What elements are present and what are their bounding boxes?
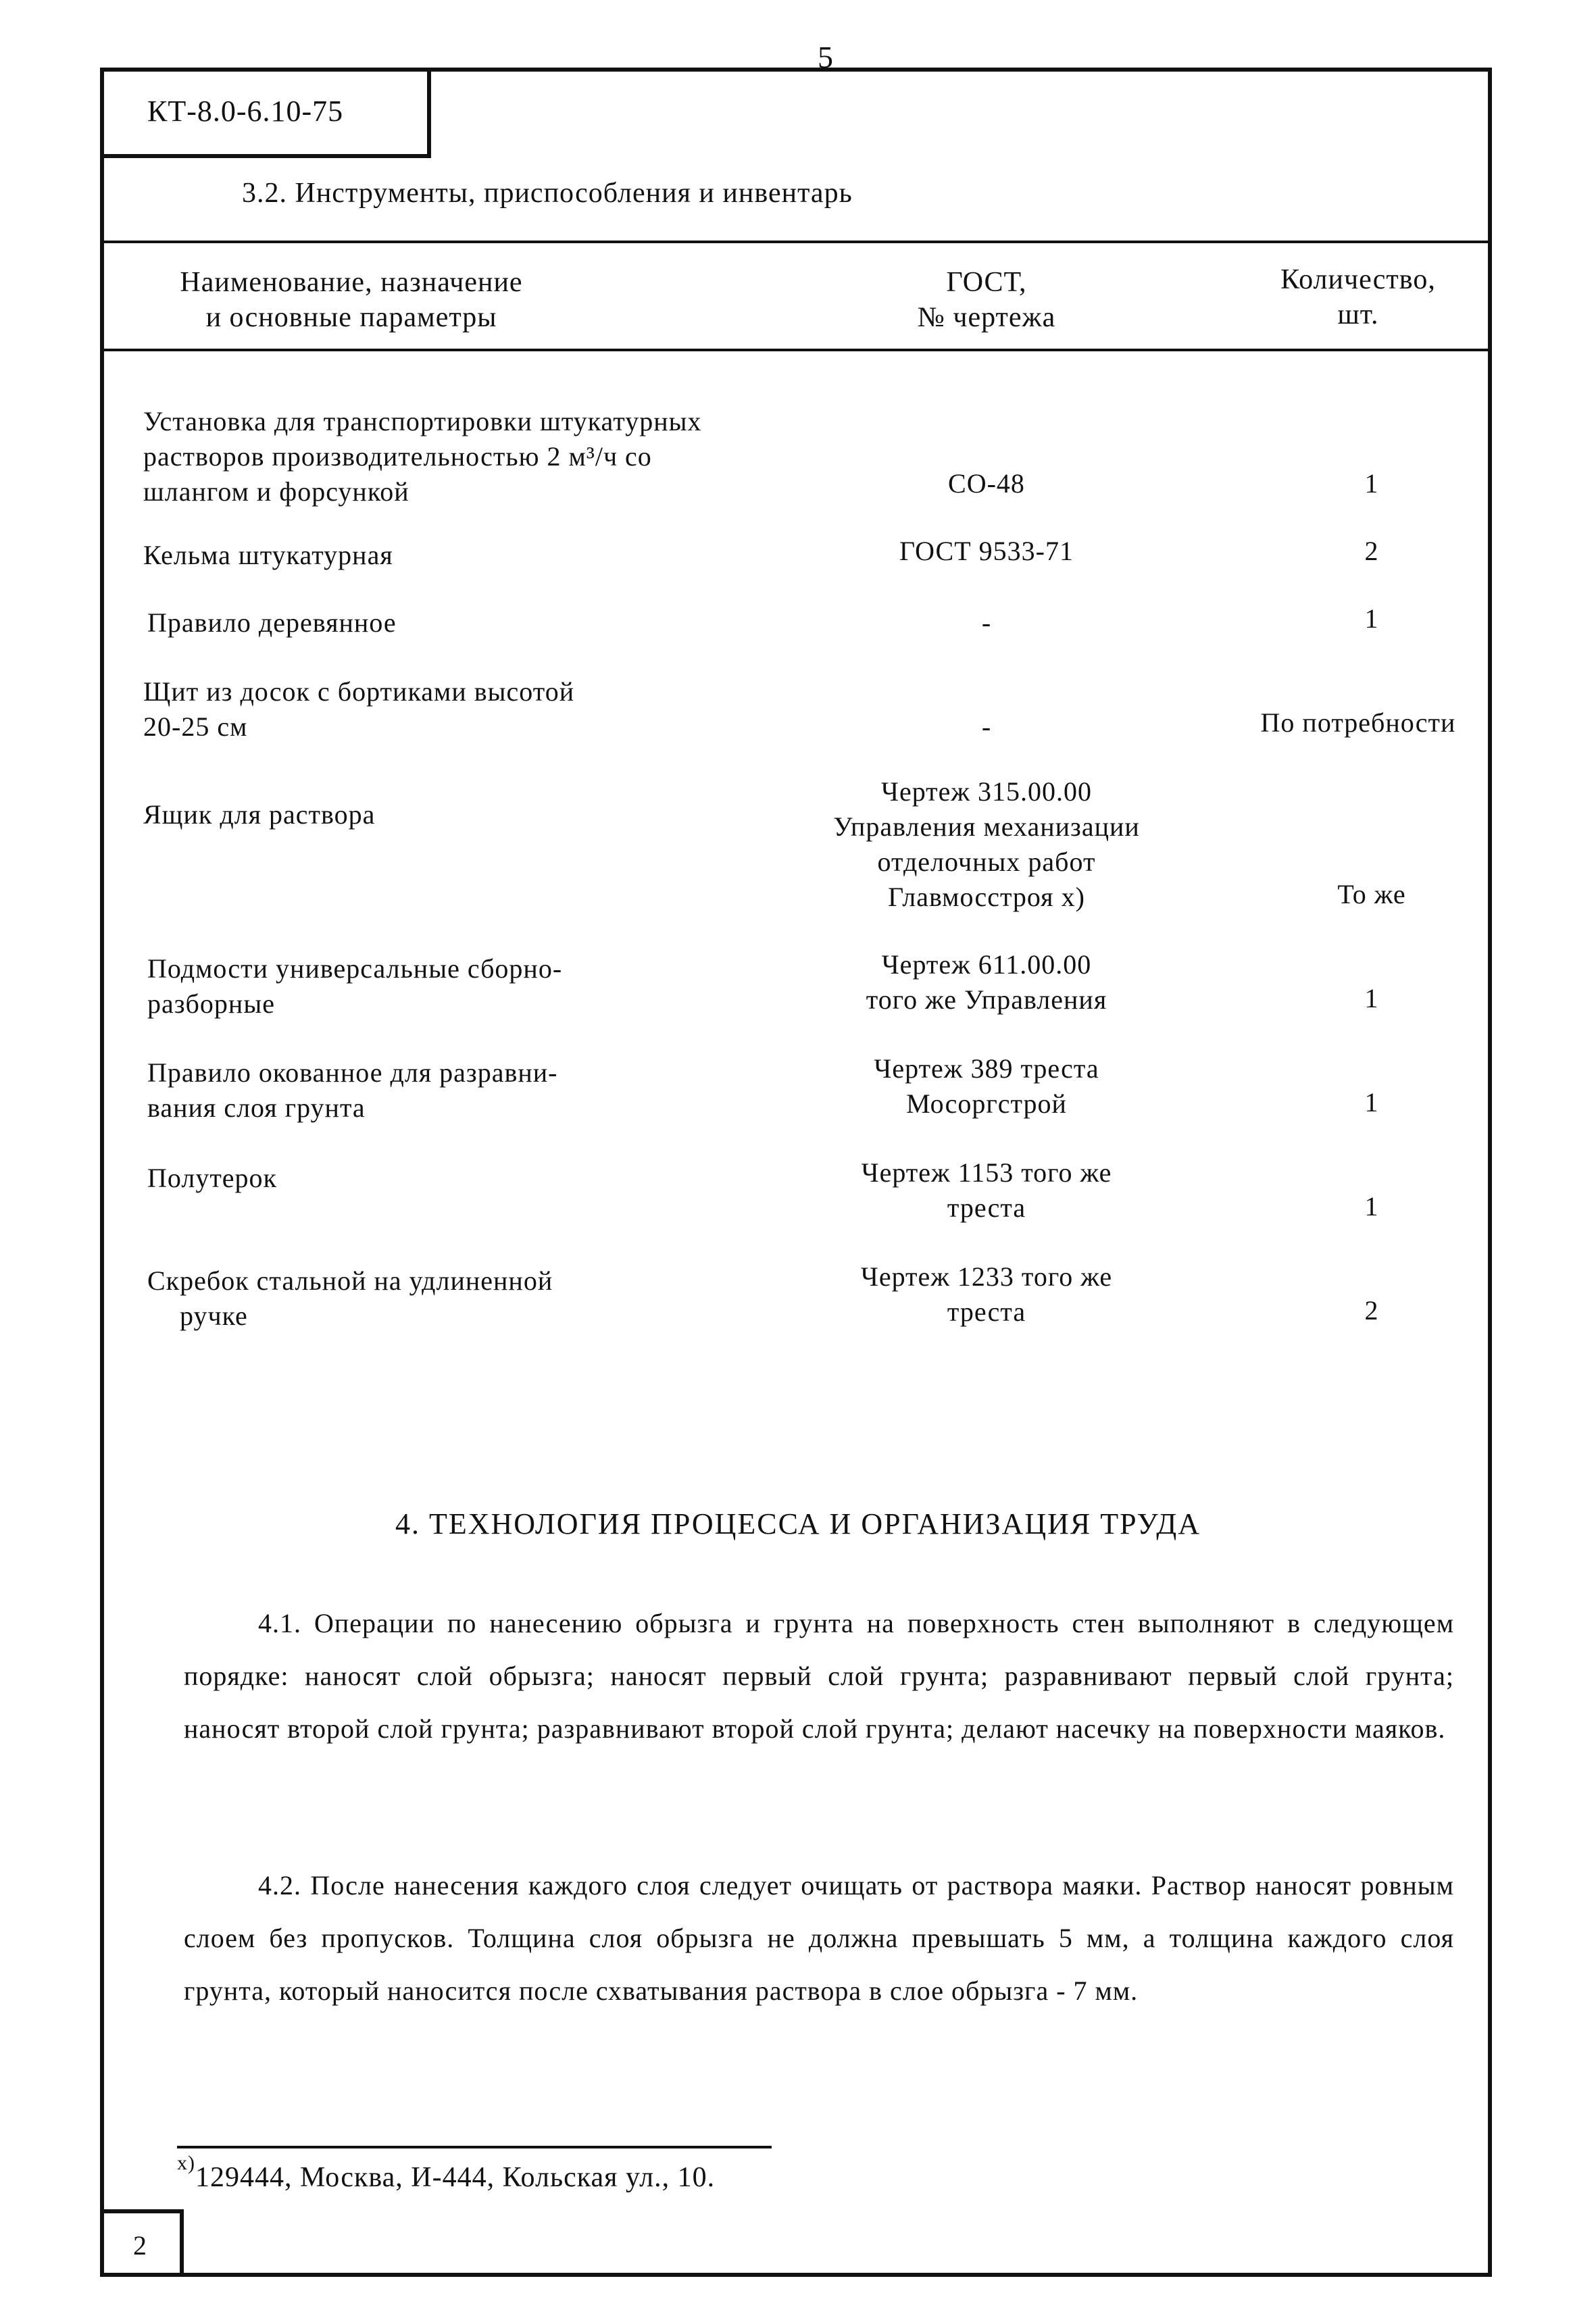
row-1-qty: 1	[1364, 468, 1379, 499]
row-text-line: -	[981, 607, 992, 638]
row-text-line: СО-48	[948, 468, 1025, 499]
header-name-line: и основные параметры	[205, 302, 497, 333]
row-text-line: Чертеж 389 треста	[874, 1053, 1099, 1084]
row-4-qty: По потребности	[1260, 707, 1456, 738]
header-name	[128, 265, 574, 335]
document-code: КТ-8.0-6.10-75	[100, 68, 431, 158]
paragraph-text: 4.2. После нанесения каждого слоя следует очищать от раствора маяки. Раствор наносят ровным слоем без пропусков. Толщина слоя обрызга не должна превышать 5 мм, а толщина каждого слоя грунта, который наносится после схватывания раствора в слое обрызга - 7 мм.	[184, 1870, 1454, 2006]
page-number: 5	[818, 40, 833, 74]
row-3-gost	[797, 605, 1176, 640]
header-name-line: Наименование, назначение	[180, 267, 523, 298]
row-8-qty: 1	[1364, 1191, 1379, 1222]
row-text-line: ручке	[180, 1301, 248, 1331]
row-4-name	[143, 674, 819, 745]
row-1-name	[143, 404, 887, 509]
header-qty	[1257, 262, 1460, 332]
header-qty-line: Количество,	[1280, 264, 1436, 295]
row-8-name	[147, 1161, 823, 1196]
paragraph-text: 4.1. Операции по нанесению обрызга и грунта на поверхность стен выполняют в следующем порядке: наносят слой обрызга; наносят первый слой грунта; разравнивают первый слой грунта; наносят второй слой грунта; разравнивают второй слой грунта; делают насечку на поверхности маяков.	[184, 1608, 1454, 1744]
row-text-line: отделочных работ	[877, 847, 1096, 877]
row-7-qty: 1	[1364, 1087, 1379, 1117]
row-text-line: Полутерок	[147, 1163, 277, 1193]
row-text-line: растворов производительностью 2 м³/ч со	[143, 441, 652, 472]
row-text-line: Чертеж 1233 того же	[860, 1261, 1113, 1292]
table-header-rule	[100, 349, 1492, 351]
row-2-gost	[797, 534, 1176, 569]
row-2-qty: 2	[1364, 536, 1379, 566]
table-top-rule	[100, 241, 1492, 243]
row-text-line: Чертеж 1153 того же	[861, 1157, 1112, 1188]
row-6-qty: 1	[1364, 983, 1379, 1013]
row-text-line: Чертеж 611.00.00	[881, 949, 1092, 980]
footnote	[177, 2152, 716, 2194]
row-text-line: Правило деревянное	[147, 607, 397, 638]
section-4-heading: 4. ТЕХНОЛОГИЯ ПРОЦЕССА И ОРГАНИЗАЦИЯ ТРУДА	[395, 1507, 1201, 1540]
row-text-line: того же Управления	[866, 984, 1107, 1015]
paragraph-4-2	[184, 1859, 1454, 2017]
row-6-name	[147, 951, 823, 1022]
row-text-line: треста	[947, 1192, 1026, 1223]
row-text-line: Ящик для раствора	[143, 799, 376, 830]
row-text-line: Правило окованное для разравни-	[147, 1057, 558, 1088]
sheet-number: 2	[100, 2209, 184, 2277]
paragraph-4-1	[184, 1597, 1454, 1755]
row-text-line: Установка для транспортировки штукатурных	[143, 406, 702, 436]
header-gost-line: ГОСТ,	[946, 267, 1027, 298]
row-text-line: разборные	[147, 988, 275, 1019]
row-text-line: ГОСТ 9533-71	[899, 536, 1074, 566]
row-2-name	[143, 538, 819, 573]
row-text-line: Управления механизации	[833, 811, 1140, 842]
row-1-gost	[797, 466, 1176, 501]
header-qty-line: шт.	[1337, 299, 1379, 330]
footnote-rule	[177, 2146, 772, 2148]
row-text-line: вания слоя грунта	[147, 1092, 366, 1123]
row-text-line: Щит из досок с бортиками высотой	[143, 676, 575, 707]
row-7-name	[147, 1055, 823, 1126]
row-text-line: Кельма штукатурная	[143, 540, 393, 570]
footnote-text: 129444, Москва, И-444, Кольская ул., 10.	[195, 2162, 716, 2193]
header-gost	[797, 265, 1176, 335]
row-text-line: треста	[947, 1297, 1026, 1327]
row-5-name	[143, 797, 819, 832]
section-title: 3.2. Инструменты, приспособления и инвентарь	[242, 178, 853, 209]
row-3-name	[147, 605, 823, 640]
header-gost-line: № чертежа	[917, 302, 1056, 333]
row-3-qty: 1	[1364, 603, 1379, 634]
row-6-gost	[797, 947, 1176, 1017]
row-text-line: Подмости универсальные сборно-	[147, 953, 563, 984]
row-9-name	[147, 1263, 823, 1334]
footnote-marker: x)	[177, 2152, 195, 2174]
row-7-gost	[797, 1051, 1176, 1122]
row-text-line: Скребок стальной на удлиненной	[147, 1265, 553, 1296]
row-text-line: Чертеж 315.00.00	[880, 776, 1093, 807]
row-text-line: Главмосстроя x)	[888, 882, 1085, 912]
row-8-gost	[797, 1155, 1176, 1226]
row-text-line: -	[981, 711, 992, 742]
row-text-line: 20-25 см	[143, 711, 248, 742]
row-5-gost	[770, 774, 1203, 915]
row-text-line: Мосоргстрой	[906, 1088, 1067, 1119]
row-5-qty: То же	[1337, 879, 1406, 909]
row-4-gost	[797, 709, 1176, 745]
row-text-line: шлангом и форсункой	[143, 476, 409, 507]
row-9-qty: 2	[1364, 1295, 1379, 1326]
row-9-gost	[797, 1259, 1176, 1330]
